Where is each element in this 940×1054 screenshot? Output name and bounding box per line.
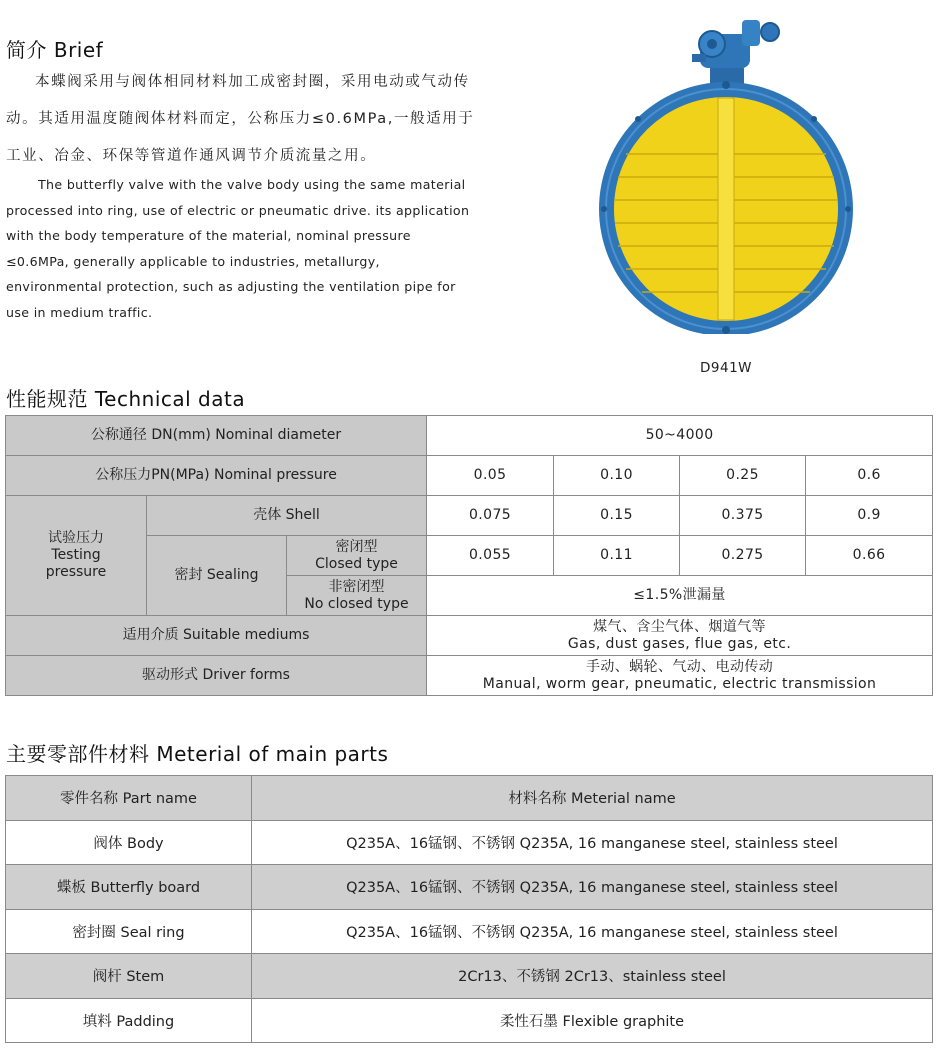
nominal-diameter-value: 50~4000 (427, 416, 933, 456)
closed-type-label (287, 536, 427, 576)
shell-label: 壳体 Shell (147, 496, 427, 536)
technical-data-table (5, 415, 933, 696)
testing-pressure-en2: pressure (45, 564, 107, 580)
no-closed-type-cn: 非密闭型 (328, 578, 385, 595)
testing-pressure-label (6, 496, 147, 616)
shell-value: 0.9 (806, 496, 933, 536)
shell-value: 0.15 (554, 496, 680, 536)
material-cell: Q235A、16锰钢、不锈钢 Q235A, 16 manganese steel, stainless steel (252, 909, 933, 954)
product-model-label: D941W (700, 360, 753, 376)
table-row (6, 456, 933, 496)
mediums-cn: 煤气、含尘气体、烟道气等 (593, 618, 766, 635)
closed-value: 0.275 (680, 536, 806, 576)
closed-value: 0.11 (554, 536, 680, 576)
part-name-cell: 密封圈 Seal ring (6, 909, 252, 954)
material-cell: 柔性石墨 Flexible graphite (252, 998, 933, 1043)
tech-heading: 性能规范 Technical data (6, 387, 246, 411)
table-row (6, 865, 933, 910)
material-cell: Q235A、16锰钢、不锈钢 Q235A, 16 manganese steel, stainless steel (252, 820, 933, 865)
brief-heading: 简介 Brief (6, 38, 104, 62)
mediums-en: Gas, dust gases, flue gas, etc. (567, 635, 792, 652)
sealing-label: 密封 Sealing (147, 536, 287, 616)
part-name-cell: 蝶板 Butterfly board (6, 865, 252, 910)
nominal-diameter-label: 公称通径 DN(mm) Nominal diameter (6, 416, 427, 456)
closed-value: 0.055 (427, 536, 554, 576)
closed-type-en: Closed type (315, 555, 398, 572)
brief-text-en: The butterfly valve with the valve body using the same material processed into ring, use of electric or pneumatic drive. its application with the body temperature of the material, nominal pressure ≤0.6MPa, generally applicable to industries, metallurgy, environmental protection, such as adjusting the ventilation pipe for use in medium traffic. (6, 177, 470, 320)
shell-value: 0.075 (427, 496, 554, 536)
material-cell: 2Cr13、不锈钢 2Cr13、stainless steel (252, 954, 933, 999)
part-name-cell: 阀体 Body (6, 820, 252, 865)
table-row (6, 616, 933, 656)
shell-value: 0.375 (680, 496, 806, 536)
nominal-pressure-label: 公称压力PN(MPa) Nominal pressure (6, 456, 427, 496)
nominal-pressure-value: 0.25 (680, 456, 806, 496)
brief-text-cn: 本蝶阀采用与阀体相同材料加工成密封圈，采用电动或气动传动。其适用温度随阀体材料而定，公称压力≤0.6MPa,一般适用于工业、冶金、环保等管道作通风调节介质流量之用。 (6, 74, 475, 164)
main-parts-table (5, 775, 933, 1043)
table-row (6, 496, 933, 536)
suitable-mediums-label: 适用介质 Suitable mediums (6, 616, 427, 656)
closed-type-cn: 密闭型 (335, 538, 378, 555)
part-name-cell: 阀杆 Stem (6, 954, 252, 999)
parts-heading: 主要零部件材料 Meterial of main parts (6, 742, 389, 766)
worm-gear-actuator-icon (692, 20, 779, 88)
part-name-cell: 填料 Padding (6, 998, 252, 1043)
nominal-pressure-value: 0.10 (554, 456, 680, 496)
part-name-header: 零件名称 Part name (6, 776, 252, 821)
no-closed-type-en: No closed type (304, 595, 409, 612)
table-row (6, 656, 933, 696)
testing-pressure-cn: 试验压力 (48, 530, 104, 546)
table-row (6, 820, 933, 865)
material-cell: Q235A、16锰钢、不锈钢 Q235A, 16 manganese steel, stainless steel (252, 865, 933, 910)
table-row (6, 416, 933, 456)
table-header-row (6, 776, 933, 821)
driver-cn: 手动、蜗轮、气动、电动传动 (585, 658, 774, 675)
no-closed-value: ≤1.5%泄漏量 (427, 576, 933, 616)
table-row (6, 954, 933, 999)
driver-forms-label: 驱动形式 Driver forms (6, 656, 427, 696)
no-closed-type-label (287, 576, 427, 616)
table-row (6, 998, 933, 1043)
testing-pressure-en1: Testing (51, 547, 101, 563)
closed-value: 0.66 (806, 536, 933, 576)
nominal-pressure-value: 0.6 (806, 456, 933, 496)
driver-en: Manual, worm gear, pneumatic, electric transmission (482, 675, 877, 692)
suitable-mediums-value (427, 616, 933, 656)
butterfly-valve-image (590, 14, 865, 334)
table-row (6, 909, 933, 954)
nominal-pressure-value: 0.05 (427, 456, 554, 496)
driver-forms-value (427, 656, 933, 696)
material-name-header: 材料名称 Meterial name (252, 776, 933, 821)
